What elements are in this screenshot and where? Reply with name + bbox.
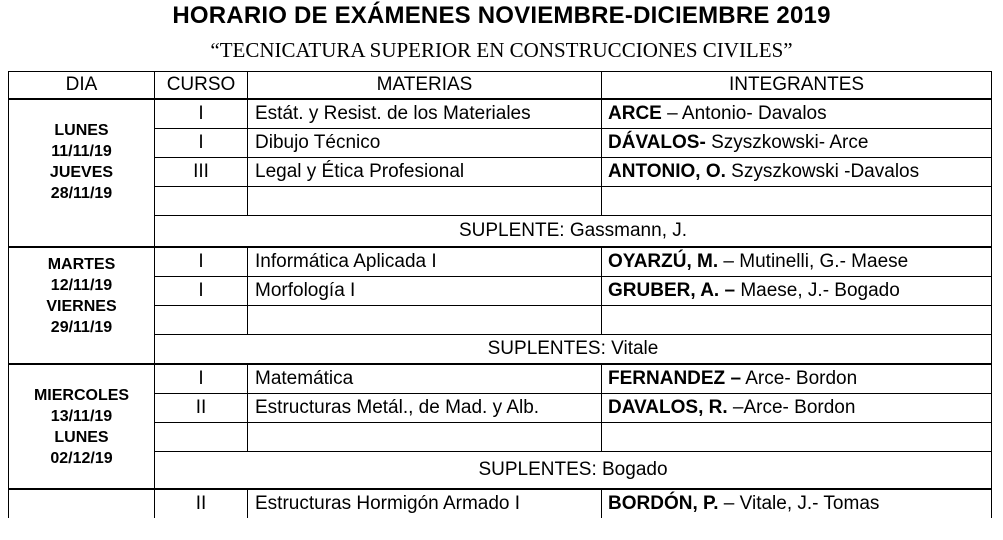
materia-cell: Estát. y Resist. de los Materiales [248, 99, 602, 129]
table-header-row [9, 72, 992, 100]
integrantes-cell [602, 187, 992, 216]
materia-cell: Morfología I [248, 277, 602, 306]
suplente-cell: SUPLENTES: Bogado [155, 452, 992, 490]
integrantes-cell: GRUBER, A. – Maese, J.- Bogado [602, 277, 992, 306]
day-cell: MIERCOLES 13/11/19 LUNES 02/12/19 [9, 364, 155, 489]
header-curso: CURSO [155, 72, 248, 100]
exam-schedule-table [8, 71, 992, 518]
integrantes-cell [602, 306, 992, 335]
curso-cell [155, 187, 248, 216]
integrantes-cell: OYARZÚ, M. – Mutinelli, G.- Maese [602, 247, 992, 277]
table-row [9, 394, 992, 423]
curso-cell: I [155, 364, 248, 394]
integrantes-cell: FERNANDEZ – Arce- Bordon [602, 364, 992, 394]
table-row [9, 129, 992, 158]
header-integrantes: INTEGRANTES [602, 72, 992, 100]
suplente-row [9, 335, 992, 365]
curso-cell: I [155, 129, 248, 158]
suplente-cell: SUPLENTES: Vitale [155, 335, 992, 365]
table-row [9, 247, 992, 277]
integrantes-cell: ARCE – Antonio- Davalos [602, 99, 992, 129]
curso-cell: III [155, 158, 248, 187]
table-row [9, 423, 992, 452]
materia-cell: Dibujo Técnico [248, 129, 602, 158]
materia-cell [248, 423, 602, 452]
curso-cell: II [155, 394, 248, 423]
materia-cell: Matemática [248, 364, 602, 394]
integrantes-cell: DÁVALOS- Szyszkowski- Arce [602, 129, 992, 158]
integrantes-cell [602, 423, 992, 452]
header-dia: DIA [9, 72, 155, 100]
materia-cell [248, 187, 602, 216]
day-cell: MARTES 12/11/19 VIERNES 29/11/19 [9, 247, 155, 364]
materia-cell [248, 306, 602, 335]
day-cell [9, 489, 155, 518]
table-row [9, 277, 992, 306]
curso-cell: I [155, 247, 248, 277]
materia-cell: Estructuras Metál., de Mad. y Alb. [248, 394, 602, 423]
materia-cell: Informática Aplicada I [248, 247, 602, 277]
suplente-row [9, 216, 992, 248]
curso-cell [155, 306, 248, 335]
integrantes-cell: DAVALOS, R. –Arce- Bordon [602, 394, 992, 423]
materia-cell: Estructuras Hormigón Armado I [248, 489, 602, 518]
suplente-row [9, 452, 992, 490]
table-row [9, 187, 992, 216]
header-materias: MATERIAS [248, 72, 602, 100]
integrantes-cell: ANTONIO, O. Szyszkowski -Davalos [602, 158, 992, 187]
curso-cell: I [155, 99, 248, 129]
integrantes-cell: BORDÓN, P. – Vitale, J.- Tomas [602, 489, 992, 518]
table-row [9, 99, 992, 129]
materia-cell: Legal y Ética Profesional [248, 158, 602, 187]
page-title: HORARIO DE EXÁMENES NOVIEMBRE-DICIEMBRE 2019 [172, 2, 831, 29]
table-row [9, 306, 992, 335]
curso-cell [155, 423, 248, 452]
table-row [9, 158, 992, 187]
table-row [9, 364, 992, 394]
curso-cell: II [155, 489, 248, 518]
suplente-cell: SUPLENTE: Gassmann, J. [155, 216, 992, 248]
table-row [9, 489, 992, 518]
curso-cell: I [155, 277, 248, 306]
day-cell: LUNES 11/11/19 JUEVES 28/11/19 [9, 99, 155, 247]
page-subtitle: “TECNICATURA SUPERIOR EN CONSTRUCCIONES CIVILES” [210, 38, 793, 62]
